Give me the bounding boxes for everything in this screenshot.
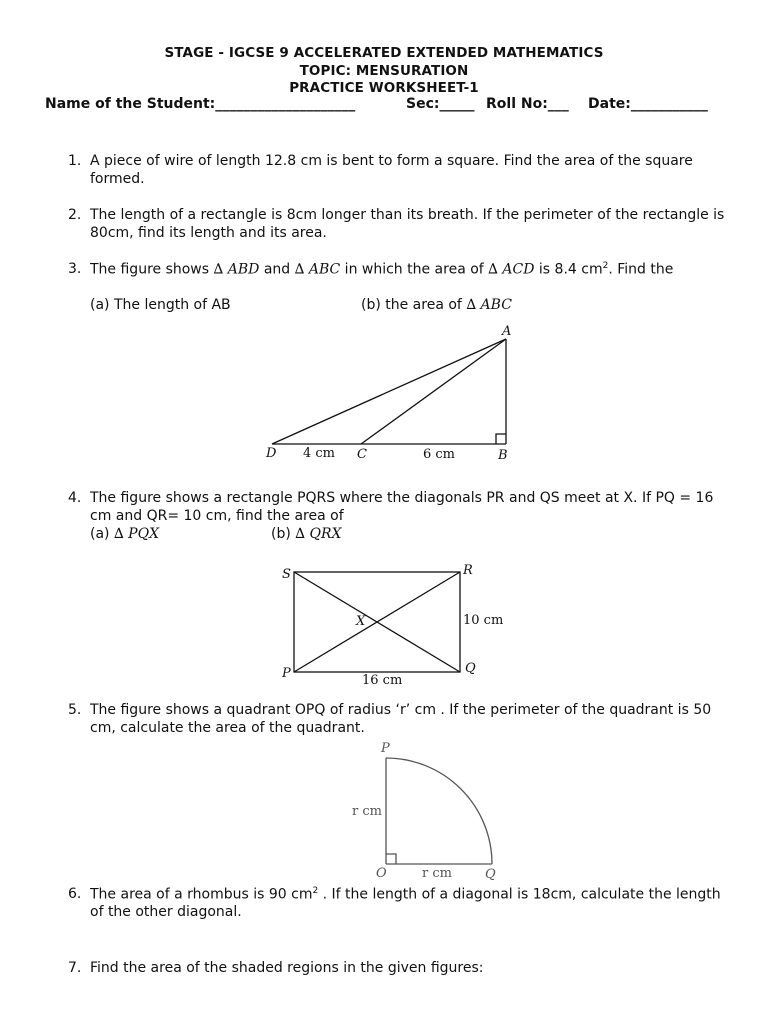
- vertex-c-label: C: [357, 447, 367, 462]
- length-qr-label: 10 cm: [463, 613, 504, 628]
- question-number: 2.: [68, 207, 82, 223]
- vertex-r-label: R: [463, 563, 473, 578]
- question-3-part-b: (b) the area of ∆ ABC: [361, 297, 512, 313]
- question-1-text-line1: A piece of wire of length 12.8 cm is bent to form a square. Find the area of the square: [90, 153, 693, 169]
- length-pq-label: 16 cm: [362, 673, 403, 688]
- vertex-a-label: A: [502, 324, 512, 339]
- question-2-text-line2: 80cm, find its length and its area.: [90, 225, 327, 241]
- question-number: 6.: [68, 886, 82, 902]
- header-stage: STAGE - IGCSE 9 ACCELERATED EXTENDED MATHEMATICS: [164, 45, 604, 61]
- question-3-part-a: (a) The length of AB: [90, 297, 231, 313]
- question-5-text-line2: cm, calculate the area of the quadrant.: [90, 720, 365, 736]
- vertex-q-label: Q: [485, 867, 496, 882]
- vertex-b-label: B: [498, 448, 508, 463]
- question-number: 7.: [68, 960, 82, 976]
- question-6-text-line1: The area of a rhombus is 90 $cm^2$ . If the length of a diagonal is 18cm, calculate the length: [90, 886, 721, 903]
- question-number: 5.: [68, 702, 82, 718]
- date-field: Date:___________: [588, 96, 708, 112]
- vertex-d-label: D: [266, 446, 277, 461]
- question-4-text-line1: The figure shows a rectangle PQRS where the diagonals PR and QS meet at X. If PQ = 16: [90, 490, 714, 506]
- question-4-part-a: (a) ∆ PQX: [90, 526, 160, 542]
- question-4-part-b: (b) ∆ QRX: [271, 526, 342, 542]
- radius-op-label: r cm: [352, 804, 382, 819]
- question-1-text-line2: formed.: [90, 171, 145, 187]
- vertex-q-label: Q: [465, 661, 476, 676]
- header-topic: TOPIC: MENSURATION: [299, 63, 469, 79]
- question-5-text-line1: The figure shows a quadrant OPQ of radius ‘r’ cm . If the perimeter of the quadrant is 50: [90, 702, 712, 718]
- center-x-label: X: [356, 614, 366, 629]
- question-number: 3.: [68, 261, 82, 277]
- header-worksheet: PRACTICE WORKSHEET-1: [289, 80, 479, 96]
- question-2-text-line1: The length of a rectangle is 8cm longer than its breath. If the perimeter of the rectangle is: [90, 207, 725, 223]
- vertex-o-label: O: [376, 866, 387, 881]
- length-cb-label: 6 cm: [423, 447, 456, 462]
- vertex-p-label: P: [282, 666, 291, 681]
- question-number: 1.: [68, 153, 82, 169]
- question-4-text-line2: cm and QR= 10 cm, find the area of: [90, 508, 344, 524]
- question-number: 4.: [68, 490, 82, 506]
- vertex-p-label: P: [381, 741, 390, 756]
- question-3-text: The figure shows ∆ ABD and ∆ ABC in which the area of ∆ ACD is 8.4 $cm^2$. Find the: [90, 261, 674, 278]
- length-dc-label: 4 cm: [303, 446, 336, 461]
- radius-oq-label: r cm: [422, 866, 452, 881]
- section-field: Sec:_____: [406, 96, 475, 112]
- vertex-s-label: S: [282, 567, 291, 582]
- question-7-text: Find the area of the shaded regions in the given figures:: [90, 960, 484, 976]
- question-6-text-line2: of the other diagonal.: [90, 904, 242, 920]
- roll-number-field: Roll No:___: [486, 96, 569, 112]
- student-name-field: Name of the Student:____________________: [45, 96, 356, 112]
